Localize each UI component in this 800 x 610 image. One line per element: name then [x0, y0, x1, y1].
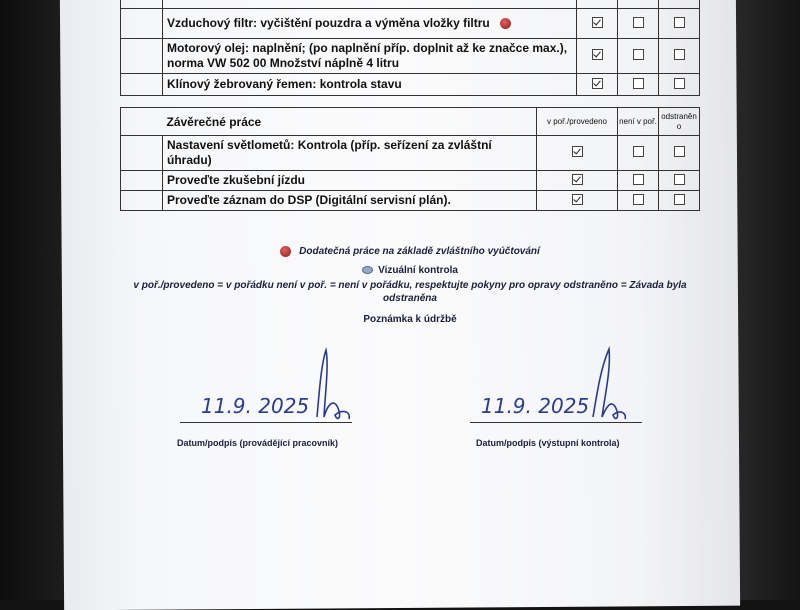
fixed-checkbox[interactable] — [674, 17, 685, 28]
left-handwritten-signature — [195, 345, 365, 425]
right-handwritten-signature — [475, 345, 645, 425]
table-row — [121, 39, 700, 74]
col-header-ok: v poř./provedeno — [537, 108, 618, 136]
row-description: Motorový olej: naplnění; (po naplnění příp. doplnit až ke značce max.), norma VW 502 00 Množství náplně 4 litru — [163, 39, 577, 74]
legend-explanation-2: odstraněna — [383, 293, 437, 304]
table-row — [121, 74, 700, 96]
table-row — [121, 171, 700, 191]
col-header-fixed: odstraněn o — [659, 108, 700, 136]
section-title: Závěrečné práce — [166, 114, 262, 129]
row-description: Vzduchový filtr: vyčištění pouzdra a výměna vložky filtru — [167, 16, 490, 30]
row-description: Proveďte zkušební jízdu — [163, 171, 537, 191]
ok-checkbox[interactable] — [592, 49, 603, 60]
not-ok-checkbox[interactable] — [633, 17, 644, 28]
left-signature-label: Datum/podpis (provádějící pracovník) — [177, 438, 339, 448]
fixed-checkbox[interactable] — [674, 174, 685, 185]
extra-work-dot-icon — [500, 18, 511, 29]
legend-explanation-1: v poř./provedeno = v pořádku není v poř. = není v pořádku, respektujte pokyny pro opravy odstraněno = Závada byla — [133, 280, 687, 291]
row-description: Proveďte záznam do DSP (Digitální servisní plán). — [163, 191, 537, 211]
ok-checkbox[interactable] — [572, 194, 583, 205]
left-signature-line — [180, 422, 352, 423]
fixed-checkbox[interactable] — [674, 146, 685, 157]
right-signature-label: Datum/podpis (výstupní kontrola) — [476, 438, 620, 448]
extra-work-dot-icon — [280, 246, 291, 257]
desk-background-left — [0, 0, 70, 600]
not-ok-checkbox[interactable] — [633, 49, 644, 60]
fixed-checkbox[interactable] — [674, 49, 685, 60]
cropped-row — [121, 0, 700, 9]
table-row — [121, 191, 700, 211]
not-ok-checkbox[interactable] — [633, 146, 644, 157]
ok-checkbox[interactable] — [572, 146, 583, 157]
left-signature-date: 11.9. 2025 — [201, 394, 310, 418]
col-header-not-ok: není v poř. — [618, 108, 659, 136]
not-ok-checkbox[interactable] — [633, 78, 644, 89]
fixed-checkbox[interactable] — [674, 78, 685, 89]
maintenance-table — [120, 0, 700, 96]
row-description: Nastavení světlometů: Kontrola (příp. seřízení za zvláštní úhradu) — [163, 136, 537, 171]
maintenance-note-label: Poznámka k údržbě — [363, 314, 457, 325]
legend-extra-work-text: Dodatečná práce na základě zvláštního vyúčtování — [299, 246, 540, 258]
legend-visual-text: Vizuální kontrola — [378, 265, 458, 276]
legend-visual — [100, 265, 720, 276]
table-header-row — [121, 108, 700, 136]
row-description: Klínový žebrovaný řemen: kontrola stavu — [163, 74, 577, 96]
table-row — [121, 136, 700, 171]
not-ok-checkbox[interactable] — [633, 194, 644, 205]
right-signature-line — [470, 422, 642, 423]
ok-checkbox[interactable] — [592, 17, 603, 28]
legend-extra-work — [100, 246, 720, 257]
not-ok-checkbox[interactable] — [633, 174, 644, 185]
final-work-table — [120, 107, 700, 211]
right-signature-date: 11.9. 2025 — [481, 394, 590, 418]
ok-checkbox[interactable] — [572, 174, 583, 185]
visual-check-eye-icon — [362, 266, 373, 274]
table-row — [121, 9, 700, 39]
ok-checkbox[interactable] — [592, 78, 603, 89]
fixed-checkbox[interactable] — [674, 194, 685, 205]
